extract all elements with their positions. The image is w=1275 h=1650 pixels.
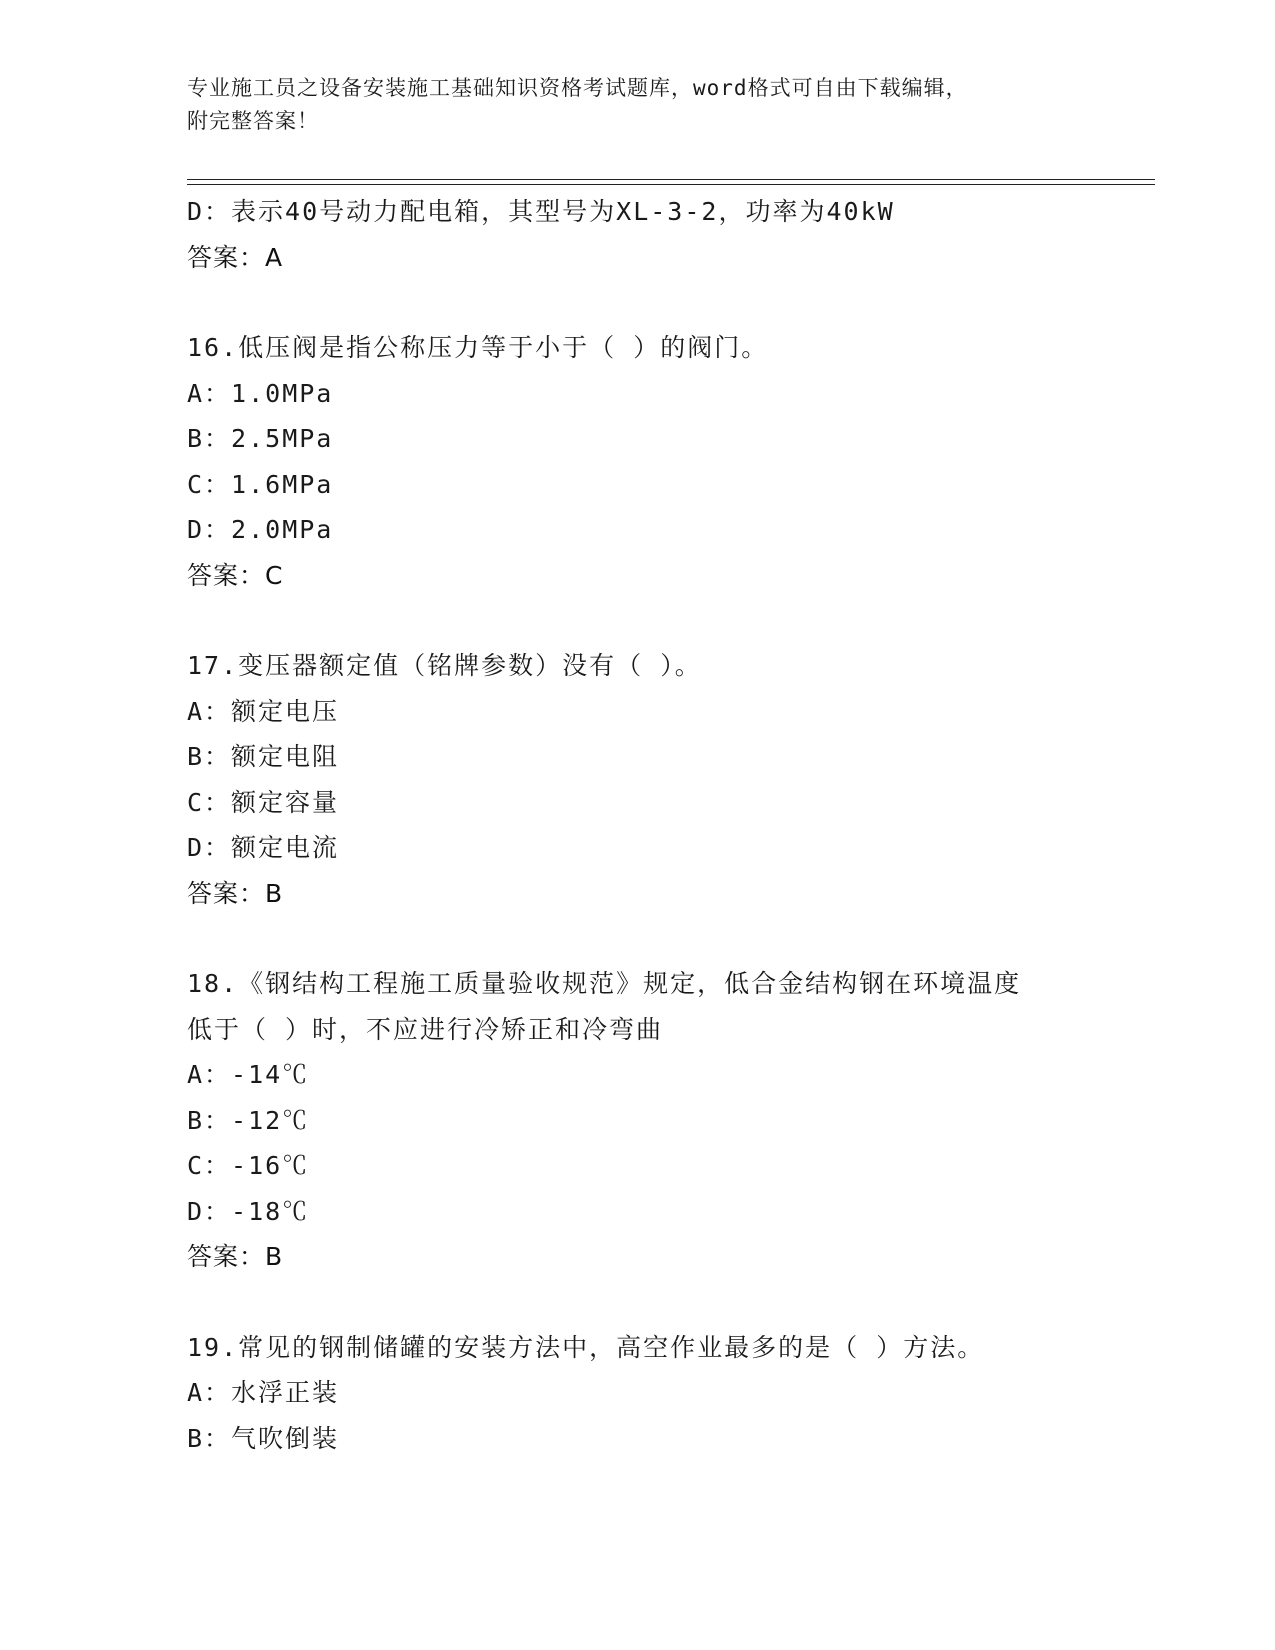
header-line-2: 附完整答案！ bbox=[187, 109, 319, 133]
option-a: A：水浮正装 bbox=[187, 1378, 340, 1407]
option-c: C：-16℃ bbox=[187, 1151, 310, 1180]
header-divider-top bbox=[187, 179, 1155, 180]
header-line-1: 专业施工员之设备安装施工基础知识资格考试题库，word格式可自由下载编辑， bbox=[187, 76, 968, 100]
option-a: A：1.0MPa bbox=[187, 378, 334, 408]
spacer bbox=[187, 280, 1087, 325]
option-a: A：-14℃ bbox=[187, 1060, 310, 1089]
question-16 bbox=[187, 325, 1087, 598]
question-stem: 18.《钢结构工程施工质量验收规范》规定，低合金结构钢在环境温度 bbox=[187, 969, 1022, 998]
document-header bbox=[187, 72, 1087, 138]
spacer bbox=[187, 1280, 1087, 1325]
question-stem: 16.低压阀是指公称压力等于小于（ ）的阀门。 bbox=[187, 333, 769, 362]
option-c: C：1.6MPa bbox=[187, 469, 334, 499]
spacer bbox=[187, 598, 1087, 643]
question-19 bbox=[187, 1325, 1087, 1462]
option-d: D：额定电流 bbox=[187, 833, 340, 862]
option-d: D：2.0MPa bbox=[187, 515, 334, 544]
question-17 bbox=[187, 643, 1087, 916]
answer-line: 答案：B bbox=[187, 878, 284, 908]
answer-line: 答案：B bbox=[187, 1242, 284, 1271]
option-c: C：额定容量 bbox=[187, 787, 340, 817]
question-stem-continued: 低于（ ）时，不应进行冷矫正和冷弯曲 bbox=[187, 1014, 664, 1044]
question-stem: 19.常见的钢制储罐的安装方法中，高空作业最多的是（ ）方法。 bbox=[187, 1332, 985, 1362]
answer-line: 答案：A bbox=[187, 242, 284, 272]
option-d: D：-18℃ bbox=[187, 1196, 310, 1226]
document-body bbox=[187, 189, 1087, 1461]
spacer bbox=[187, 916, 1087, 961]
question-stem: 17.变压器额定值（铭牌参数）没有（ ）。 bbox=[187, 651, 702, 680]
option-b: B：-12℃ bbox=[187, 1105, 310, 1135]
answer-line: 答案：C bbox=[187, 560, 284, 590]
option-d: D：表示40号动力配电箱，其型号为XL-3-2，功率为40kW bbox=[187, 197, 895, 226]
option-b: B：额定电阻 bbox=[187, 742, 340, 771]
option-b: B：2.5MPa bbox=[187, 424, 334, 453]
option-a: A：额定电压 bbox=[187, 696, 340, 726]
question-fragment-15 bbox=[187, 189, 1087, 280]
header-divider-bottom bbox=[187, 184, 1155, 185]
option-b: B：气吹倒装 bbox=[187, 1423, 340, 1453]
question-18 bbox=[187, 961, 1087, 1280]
